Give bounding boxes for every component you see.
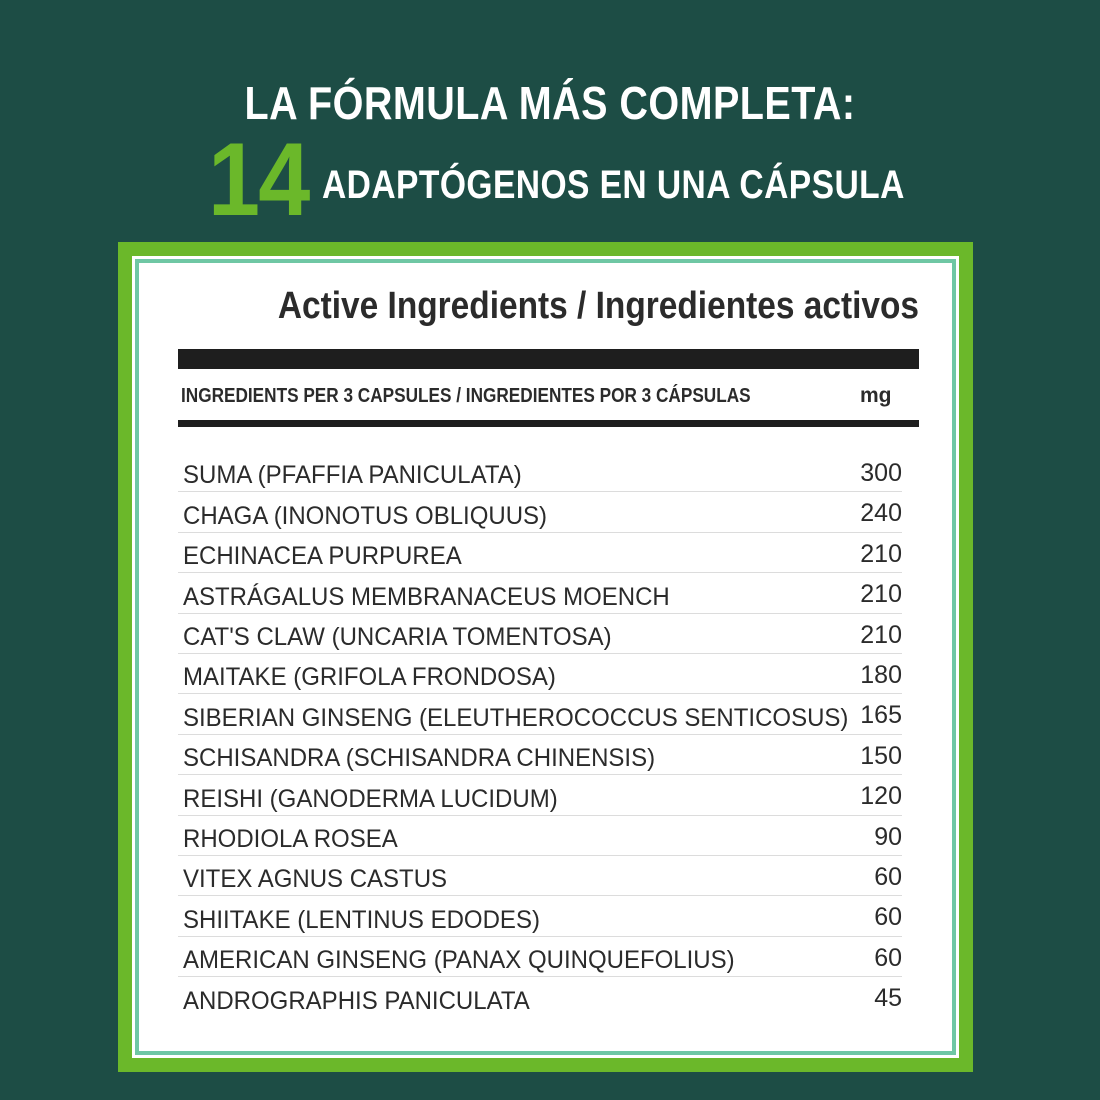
ingredient-mg: 60 <box>874 943 902 972</box>
ingredient-mg: 210 <box>860 580 902 609</box>
headline-line-1: LA FÓRMULA MÁS COMPLETA: <box>244 77 856 129</box>
table-row <box>178 452 902 492</box>
table-row <box>178 735 902 775</box>
ingredient-mg: 60 <box>874 862 902 891</box>
table-row <box>178 614 902 654</box>
ingredient-name: CAT'S CLAW (UNCARIA TOMENTOSA) <box>183 622 612 651</box>
ingredient-mg: 90 <box>874 822 902 851</box>
table-row <box>178 856 902 896</box>
ingredient-name: ASTRÁGALUS MEMBRANACEUS MOENCH <box>183 582 670 611</box>
headline-number: 14 <box>208 122 309 238</box>
table-row <box>178 816 902 856</box>
table-row <box>178 654 902 694</box>
ingredient-list <box>178 452 902 1017</box>
ingredient-name: REISHI (GANODERMA LUCIDUM) <box>183 784 558 813</box>
ingredient-mg: 210 <box>860 539 902 568</box>
ingredient-name: ECHINACEA PURPUREA <box>183 542 462 571</box>
ingredient-mg: 180 <box>860 660 902 689</box>
table-row <box>178 977 902 1017</box>
ingredient-mg: 150 <box>860 741 902 770</box>
ingredient-name: SCHISANDRA (SCHISANDRA CHINENSIS) <box>183 744 656 773</box>
ingredient-mg: 45 <box>874 984 902 1013</box>
ingredient-name: MAITAKE (GRIFOLA FRONDOSA) <box>183 663 556 692</box>
ingredient-name: SIBERIAN GINSENG (ELEUTHEROCOCCUS SENTICOSUS) <box>183 703 849 732</box>
headline-line-2: ADAPTÓGENOS EN UNA CÁPSULA <box>322 163 905 207</box>
table-row <box>178 896 902 936</box>
table-row <box>178 533 902 573</box>
ingredient-mg: 240 <box>860 499 902 528</box>
ingredient-mg: 120 <box>860 782 902 811</box>
ingredient-mg: 210 <box>860 620 902 649</box>
table-row <box>178 694 902 734</box>
column-header-ingredients: INGREDIENTS PER 3 CAPSULES / INGREDIENTES POR 3 CÁPSULAS <box>181 385 751 407</box>
table-row <box>178 492 902 532</box>
table-row <box>178 573 902 613</box>
ingredient-mg: 300 <box>860 459 902 487</box>
ingredient-name: RHODIOLA ROSEA <box>183 824 398 853</box>
table-top-rule <box>178 349 919 369</box>
table-header-rule <box>178 420 919 427</box>
ingredient-mg: 165 <box>860 701 902 730</box>
table-title: Active Ingredients / Ingredientes activos <box>277 285 919 327</box>
ingredient-name: ANDROGRAPHIS PANICULATA <box>183 987 530 1016</box>
table-row <box>178 937 902 977</box>
table-row <box>178 775 902 815</box>
column-header-unit: mg <box>860 384 892 407</box>
ingredient-name: AMERICAN GINSENG (PANAX QUINQUEFOLIUS) <box>183 946 735 975</box>
ingredient-name: CHAGA (INONOTUS OBLIQUUS) <box>183 501 548 530</box>
ingredient-name: SUMA (PFAFFIA PANICULATA) <box>183 461 522 490</box>
ingredient-mg: 60 <box>874 903 902 932</box>
ingredient-name: VITEX AGNUS CASTUS <box>183 865 448 894</box>
ingredient-name: SHIITAKE (LENTINUS EDODES) <box>183 905 540 934</box>
